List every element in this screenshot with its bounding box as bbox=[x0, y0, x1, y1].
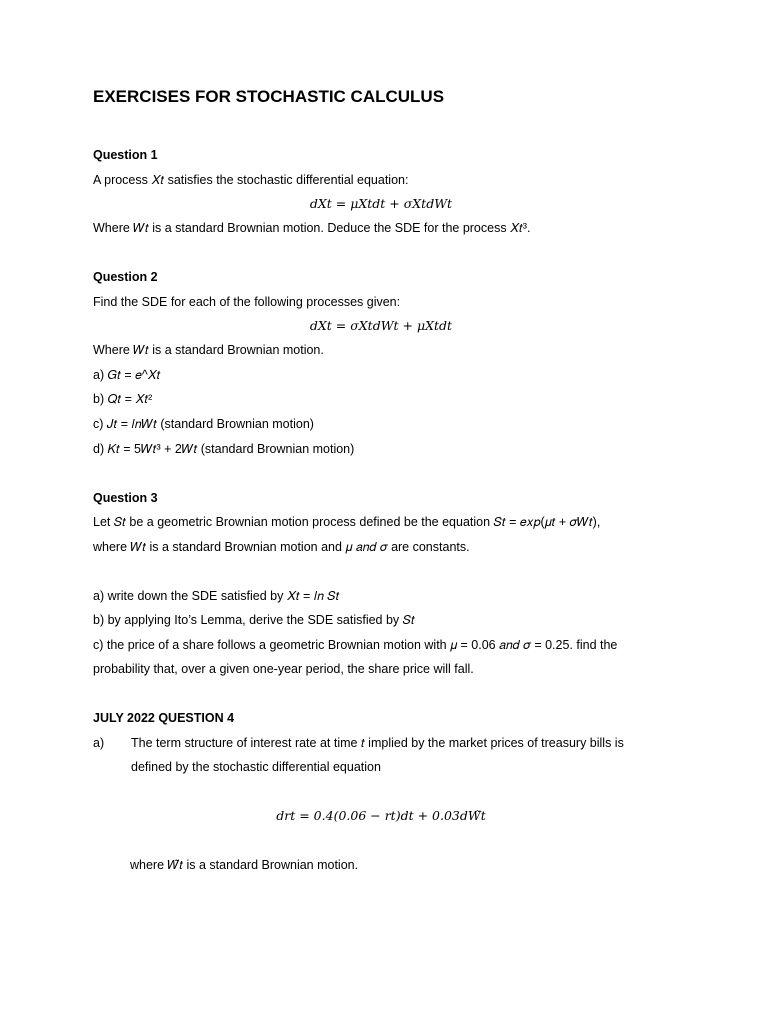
question-1-heading: Question 1 bbox=[93, 148, 158, 162]
question-1-equation: 𝑑𝑋𝑡 = 𝜇𝑋𝑡𝑑𝑡 + 𝜎𝑋𝑡𝑑𝑊𝑡 bbox=[309, 196, 453, 211]
question-3-text-2: where 𝑊𝑡 is a standard Brownian motion and 𝜇 𝑎𝑛𝑑 𝜎 are constants. bbox=[93, 540, 470, 554]
question-4-heading: JULY 2022 QUESTION 4 bbox=[93, 711, 235, 725]
question-2-equation: 𝑑𝑋𝑡 = 𝜎𝑋𝑡𝑑𝑊𝑡 + 𝜇𝑋𝑡𝑑𝑡 bbox=[309, 318, 453, 333]
question-3-part-a: a) write down the SDE satisfied by 𝑋𝑡 = 𝑙𝑛 𝑆𝑡 bbox=[93, 589, 340, 603]
question-1-text: A process 𝑋𝑡 satisfies the stochastic differential equation: bbox=[93, 173, 409, 187]
question-4-part-a-text-2: defined by the stochastic differential equation bbox=[131, 760, 381, 774]
question-2-part-c: c) 𝐽𝑡 = 𝑙𝑛𝑊𝑡 (standard Brownian motion) bbox=[93, 417, 314, 431]
question-2-note: Where 𝑊𝑡 is a standard Brownian motion. bbox=[93, 343, 324, 357]
question-2-text: Find the SDE for each of the following processes given: bbox=[93, 295, 401, 309]
question-3-text-1: Let 𝑆𝑡 be a geometric Brownian motion process defined be the equation 𝑆𝑡 = 𝑒𝑥𝑝(𝜇𝑡 + 𝜎𝑊𝑡), bbox=[93, 515, 601, 529]
question-3-heading: Question 3 bbox=[93, 491, 158, 505]
question-4-equation: 𝑑𝑟𝑡 = 0.4(0.06 − 𝑟𝑡)𝑑𝑡 + 0.03𝑑𝑊̃𝑡 bbox=[276, 808, 486, 823]
question-1-task: Where 𝑊𝑡 is a standard Brownian motion. Deduce the SDE for the process 𝑋𝑡³. bbox=[93, 221, 531, 235]
question-2-heading: Question 2 bbox=[93, 270, 158, 284]
question-4-part-a-text-3: where 𝑊̃𝑡 is a standard Brownian motion. bbox=[130, 858, 359, 872]
question-3-part-b: b) by applying Ito’s Lemma, derive the SDE satisfied by 𝑆𝑡 bbox=[93, 613, 415, 627]
question-3-part-c-2: probability that, over a given one-year period, the share price will fall. bbox=[93, 662, 474, 676]
question-2-part-a: a) 𝐺𝑡 = 𝑒^𝑋𝑡 bbox=[93, 368, 161, 382]
question-4-part-a-text-1: The term structure of interest rate at time 𝑡 implied by the market prices of treasury bills is bbox=[131, 736, 624, 750]
question-4-part-a-label: a) bbox=[93, 736, 105, 750]
document-title: EXERCISES FOR STOCHASTIC CALCULUS bbox=[93, 87, 445, 106]
question-2-part-d: d) 𝐾𝑡 = 5𝑊𝑡³ + 2𝑊𝑡 (standard Brownian motion) bbox=[93, 442, 355, 456]
question-3-part-c-1: c) the price of a share follows a geometric Brownian motion with 𝜇 = 0.06 𝑎𝑛𝑑 𝜎 = 0.25. find the bbox=[93, 638, 618, 652]
question-2-part-b: b) 𝑄𝑡 = 𝑋𝑡² bbox=[93, 392, 153, 406]
